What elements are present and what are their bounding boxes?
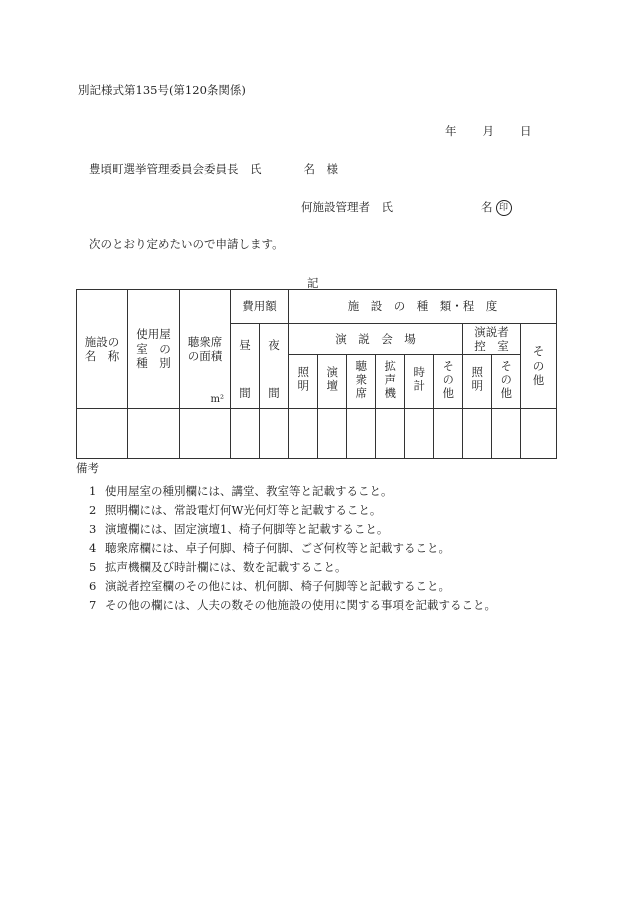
applicant-title: 何施設管理者 氏 — [301, 200, 393, 214]
cell-podium[interactable] — [318, 409, 347, 459]
date-line — [445, 123, 532, 139]
col-podium: 演壇 — [318, 355, 347, 409]
header-daytime — [231, 324, 260, 409]
note-item: 1 使用屋室の種別欄には、講堂、教室等と記載すること。 — [89, 484, 393, 498]
header-facility-kind: 施 設 の 種 類・程 度 — [289, 290, 557, 324]
note-item: 6 演説者控室欄のその他には、机何脚、椅子何脚等と記載すること。 — [89, 579, 450, 593]
header-night — [260, 324, 289, 409]
daytime-top: 昼 — [239, 338, 251, 352]
date-year: 年 — [445, 124, 457, 138]
date-day: 日 — [520, 124, 532, 138]
cell-hall-other[interactable] — [434, 409, 463, 459]
cell-audience-area[interactable] — [180, 409, 231, 459]
header-facility-name: 施設の 名 称 — [77, 290, 128, 409]
col-audience-seats: 聴衆席 — [347, 355, 376, 409]
header-speaker-room: 演説者 控 室 — [463, 324, 521, 355]
cell-night[interactable] — [260, 409, 289, 459]
applicant-name-suffix: 名 — [481, 200, 493, 214]
date-month: 月 — [482, 124, 494, 138]
col-loudspeaker: 拡声機 — [376, 355, 405, 409]
note-item: 3 演壇欄には、固定演壇1、椅子何脚等と記載すること。 — [89, 522, 389, 536]
notes-heading: 備考 — [76, 461, 99, 475]
area-unit: m² — [210, 393, 224, 405]
cell-other[interactable] — [521, 409, 557, 459]
facility-table — [76, 289, 557, 459]
request-text: 次のとおり定めたいので申請します。 — [89, 237, 284, 251]
col-lighting: 照明 — [289, 355, 318, 409]
header-other: そ の 他 — [521, 324, 557, 409]
cell-room-other[interactable] — [492, 409, 521, 459]
note-item: 4 聴衆席欄には、卓子何脚、椅子何脚、ござ何枚等と記載すること。 — [89, 541, 450, 555]
daytime-bottom: 間 — [239, 385, 251, 400]
note-item: 5 拡声機欄及び時計欄には、数を記載すること。 — [89, 560, 347, 574]
addressee-title: 豊頃町選挙管理委員会委員長 氏 — [89, 162, 262, 176]
addressee-name-suffix: 名 様 — [303, 162, 338, 176]
night-top: 夜 — [268, 338, 280, 352]
cell-room-type[interactable] — [128, 409, 180, 459]
cell-room-lighting[interactable] — [463, 409, 492, 459]
cell-facility-name[interactable] — [77, 409, 128, 459]
header-fee: 費用額 — [231, 290, 289, 324]
seal-mark: 印 — [496, 200, 512, 216]
night-bottom: 間 — [268, 385, 280, 400]
audience-area-label: 聴衆席 の面積 — [187, 334, 223, 363]
form-title: 別記様式第135号(第120条関係) — [78, 83, 246, 97]
cell-daytime[interactable] — [231, 409, 260, 459]
cell-audience-seats[interactable] — [347, 409, 376, 459]
table-row — [77, 409, 557, 459]
cell-lighting[interactable] — [289, 409, 318, 459]
ki-label: 記 — [307, 276, 319, 290]
addressee-line — [89, 161, 338, 177]
col-hall-other: その他 — [434, 355, 463, 409]
col-clock: 時計 — [405, 355, 434, 409]
col-room-lighting: 照明 — [463, 355, 492, 409]
note-item: 7 その他の欄には、人夫の数その他施設の使用に関する事項を記載すること。 — [89, 598, 496, 612]
cell-clock[interactable] — [405, 409, 434, 459]
cell-loudspeaker[interactable] — [376, 409, 405, 459]
col-room-other: その他 — [492, 355, 521, 409]
header-speech-hall: 演 説 会 場 — [289, 324, 463, 355]
applicant-line — [301, 199, 512, 216]
header-room-type: 使用屋 室 の 種 別 — [128, 290, 180, 409]
header-audience-area — [180, 290, 231, 409]
note-item: 2 照明欄には、常設電灯何W光何灯等と記載すること。 — [89, 503, 382, 517]
